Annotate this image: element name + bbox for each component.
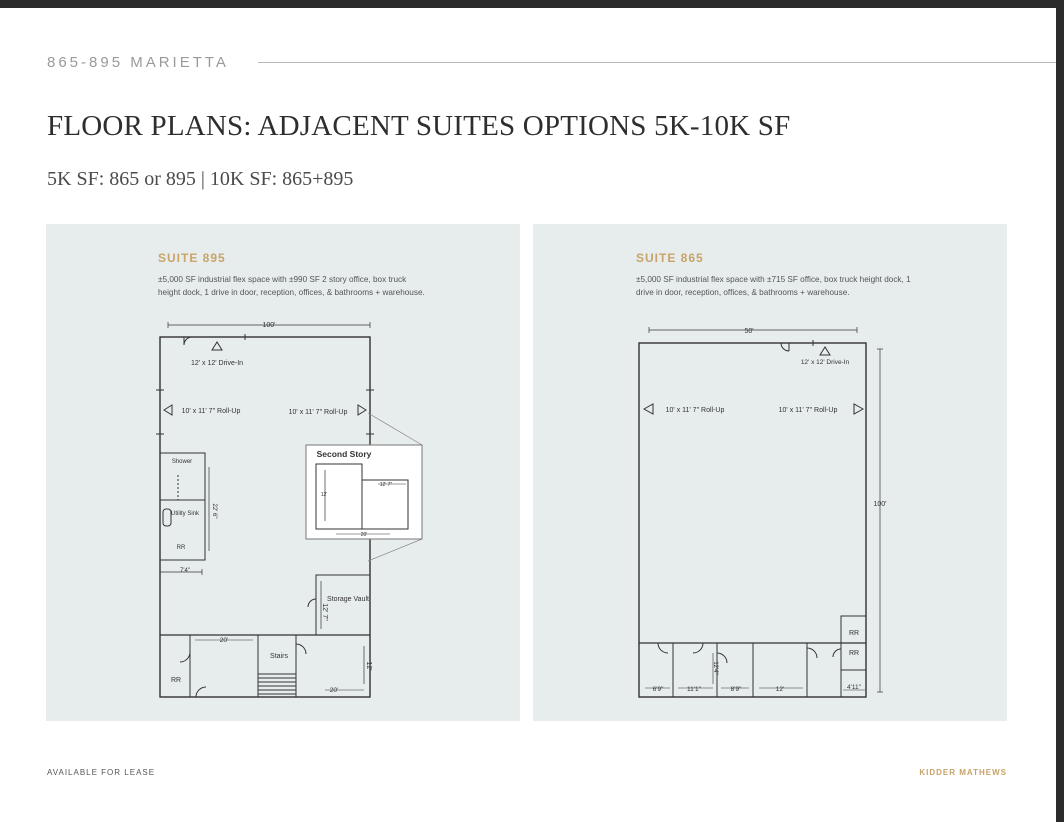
footer-availability: AVAILABLE FOR LEASE bbox=[47, 768, 156, 777]
dim-4-11: 4'11" bbox=[847, 684, 861, 691]
suite-895-panel bbox=[46, 224, 520, 721]
suite-865-drive-in-label: 12' x 12' Drive-In bbox=[800, 359, 850, 366]
suite-865-panel bbox=[533, 224, 1007, 721]
footer-brand: KIDDER MATHEWS bbox=[919, 768, 1007, 777]
utility-sink-label: Utility Sink bbox=[170, 511, 200, 517]
suite-865-rollup-right-label: 10' x 11' 7" Roll-Up bbox=[778, 407, 838, 414]
shower-label: Shower bbox=[171, 459, 193, 465]
stairs-label: Stairs bbox=[270, 653, 288, 660]
suite-895-floor-plan bbox=[46, 224, 520, 721]
suite-865-floor-plan bbox=[533, 224, 1007, 721]
suite-895-rollup-left-label: 10' x 11' 7" Roll-Up bbox=[181, 408, 241, 415]
suite-865-description: ±5,000 SF industrial flex space with ±715 SF office, box truck height dock, 1 drive in door, reception, offices, & bathrooms + warehouse. bbox=[636, 275, 911, 297]
dim-7-4: 7'4" bbox=[180, 568, 190, 574]
suite-865-height-dim: 100' bbox=[873, 501, 887, 508]
dim-12: 12' bbox=[775, 686, 785, 693]
right-frame-bar bbox=[1056, 0, 1064, 822]
suite-865-rollup-left-label: 10' x 11' 7" Roll-Up bbox=[665, 407, 725, 414]
dim-12-4: 12'4" bbox=[712, 661, 718, 675]
dim-12-7: 12' 7" bbox=[321, 603, 328, 621]
dim-22-6: 22' 6" bbox=[211, 503, 217, 519]
top-frame-bar bbox=[0, 0, 1064, 8]
second-story-dim-b: 12' 7" bbox=[379, 482, 393, 488]
dim-6-9: 6'9" bbox=[652, 686, 664, 693]
property-label: 865-895 MARIETTA bbox=[47, 54, 229, 71]
suite-865-width-dim: 50' bbox=[744, 328, 754, 335]
dim-11-1: 11'1" bbox=[687, 686, 701, 693]
suite-895-drive-in-label: 12' x 12' Drive-In bbox=[190, 360, 244, 367]
dim-8-9: 8'9" bbox=[730, 686, 742, 693]
page-title: FLOOR PLANS: ADJACENT SUITES OPTIONS 5K-10K SF bbox=[47, 110, 791, 142]
page-subtitle: 5K SF: 865 or 895 | 10K SF: 865+895 bbox=[47, 168, 354, 190]
second-story-dim-c: 20' bbox=[360, 532, 368, 538]
suite-895-title: SUITE 895 bbox=[158, 251, 226, 265]
restroom-label-a: RR bbox=[176, 545, 186, 551]
suite-895-width-dim: 100' bbox=[262, 322, 276, 329]
dim-12: 12' bbox=[365, 661, 372, 671]
dim-20-bottom: 20' bbox=[329, 687, 339, 694]
second-story-label: Second Story bbox=[316, 449, 372, 459]
restroom-label-b: RR bbox=[170, 677, 182, 684]
dim-20-top: 20' bbox=[219, 637, 229, 644]
suite-895-description: ±5,000 SF industrial flex space with ±990 SF 2 story office, box truck height dock, 1 drive in door, reception, offices, & bathrooms + warehouse. bbox=[158, 275, 425, 297]
storage-vault-label: Storage Vault bbox=[327, 596, 369, 603]
suite-895-rollup-right-label: 10' x 11' 7" Roll-Up bbox=[288, 409, 348, 416]
header-rule bbox=[258, 62, 1056, 63]
suite-865-restroom-b: RR bbox=[848, 650, 860, 657]
second-story-dim-a: 12' bbox=[320, 492, 328, 498]
suite-865-restroom-a: RR bbox=[848, 630, 860, 637]
suite-865-title: SUITE 865 bbox=[636, 251, 704, 265]
